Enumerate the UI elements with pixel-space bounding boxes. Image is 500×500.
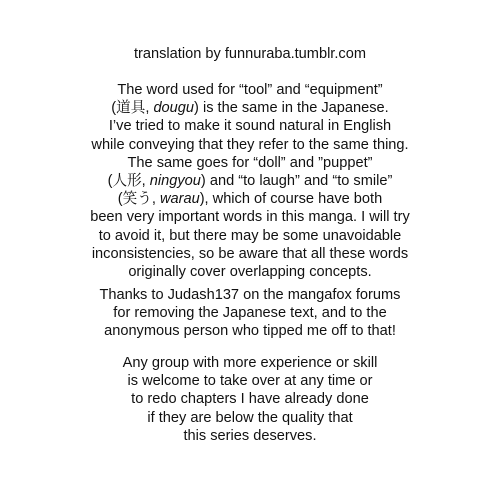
invitation-line: this series deserves. [183, 427, 317, 444]
note-line: The word used for “tool” and “equipment” [117, 82, 383, 98]
term-ningyou: ningyou [149, 173, 201, 190]
terminology-note-paragraph [0, 81, 500, 281]
thanks-line: Thanks to Judash137 on the mangafox forums [99, 287, 401, 303]
kanji-dougu: (道具, [111, 100, 154, 117]
note-line-text: ), which of course have both [199, 191, 383, 208]
note-line-text: ) and “to laugh” and “to smile” [200, 173, 393, 190]
note-line-ningyou [0, 172, 500, 190]
note-line: been very important words in this manga. I will try [90, 209, 410, 226]
invitation-line: if they are below the quality that [147, 409, 353, 426]
kanji-ningyou: (人形, [107, 173, 150, 190]
takeover-invitation-paragraph [0, 354, 500, 445]
note-line: The same goes for “doll” and ”puppet” [127, 154, 373, 171]
note-line: I’ve tried to make it sound natural in English [108, 118, 392, 135]
note-line: to avoid it, but there may be some unavoidable [98, 227, 402, 244]
thanks-line: anonymous person who tipped me off to that! [104, 323, 396, 340]
translation-credit: translation by funnuraba.tumblr.com [133, 46, 366, 62]
invitation-line: is welcome to take over at any time or [127, 373, 373, 390]
note-line: while conveying that they refer to the same thing. [91, 136, 409, 153]
thanks-paragraph [0, 286, 500, 341]
note-line-warau [0, 190, 500, 208]
term-dougu: dougu [153, 100, 195, 117]
note-line: inconsistencies, so be aware that all these words [91, 245, 409, 262]
thanks-line: for removing the Japanese text, and to the [113, 305, 387, 322]
invitation-line: Any group with more experience or skill [122, 355, 378, 371]
note-line: originally cover overlapping concepts. [128, 264, 372, 281]
note-line-text: ) is the same in the Japanese. [194, 100, 389, 117]
kanji-warau: (笑う, [117, 191, 160, 208]
term-warau: warau [159, 191, 200, 208]
note-line-dougu [0, 99, 500, 117]
invitation-line: to redo chapters I have already done [131, 391, 369, 408]
